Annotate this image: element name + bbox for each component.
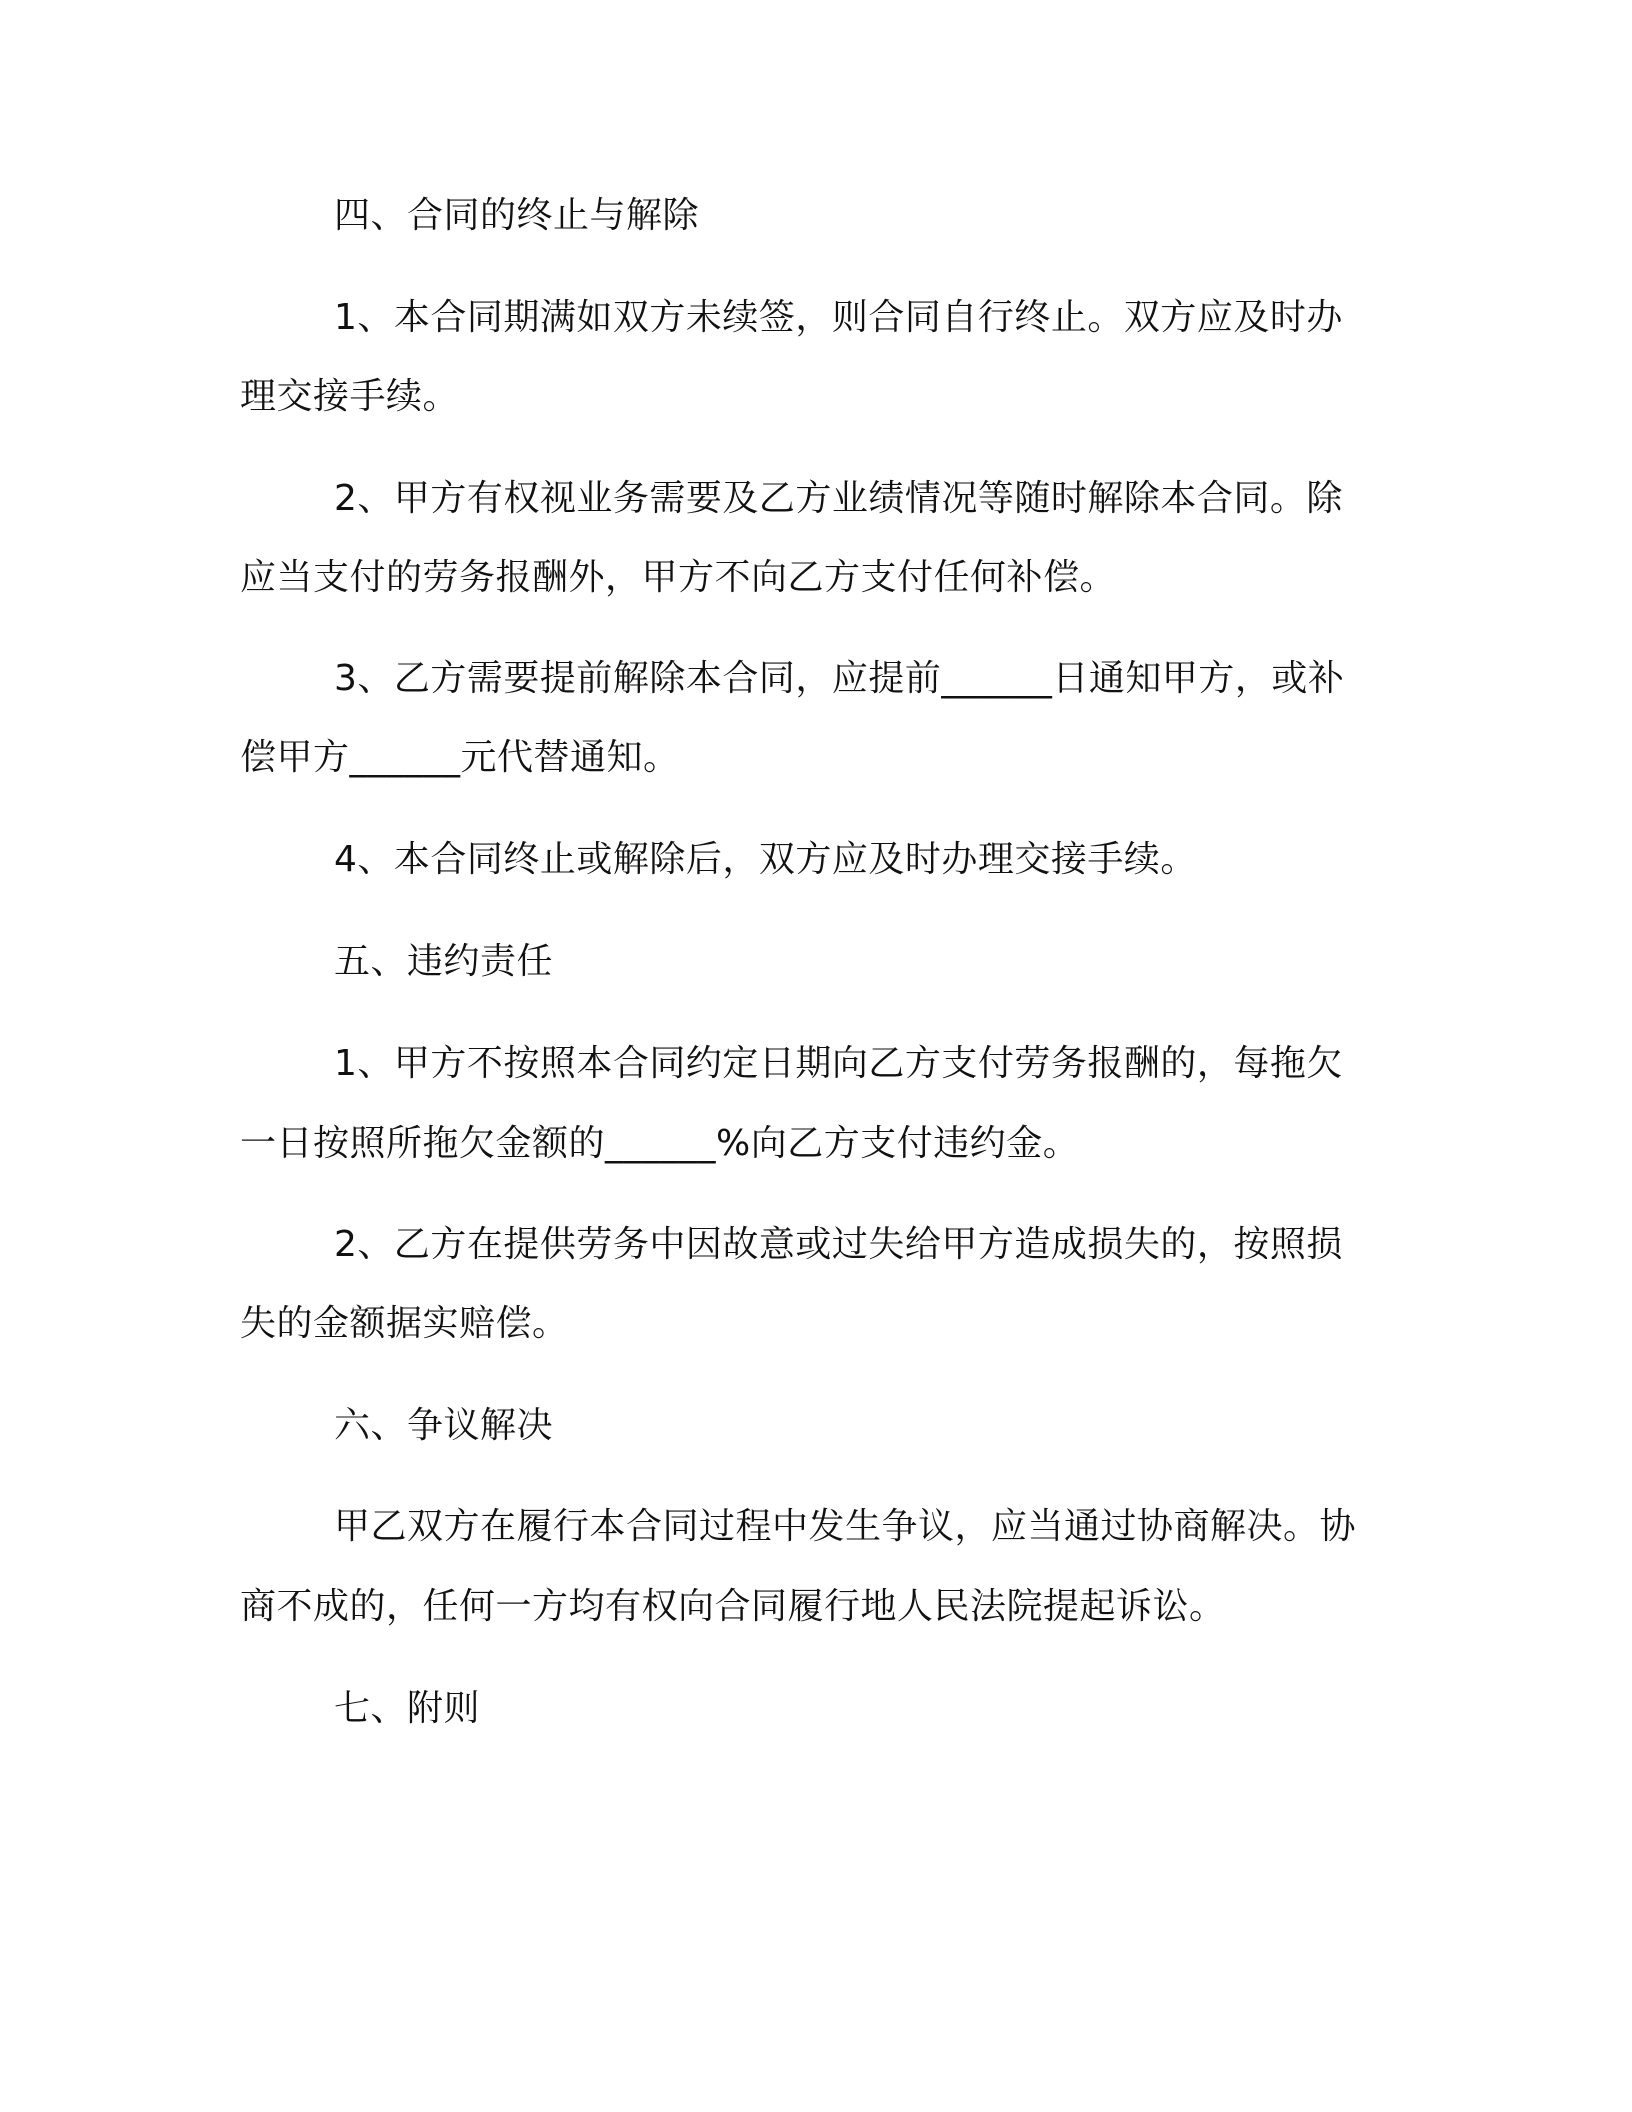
section-heading-supplementary: 七、附则 — [334, 1688, 481, 1729]
paragraph-line: 甲乙双方在履行本合同过程中发生争议，应当通过协商解决。协 — [334, 1506, 1357, 1547]
paragraph-line: 偿甲方______元代替通知。 — [240, 737, 680, 778]
section-heading-dispute: 六、争议解决 — [334, 1405, 554, 1446]
paragraph-line: 3、乙方需要提前解除本合同，应提前______日通知甲方，或补 — [334, 658, 1345, 699]
paragraph-line: 商不成的，任何一方均有权向合同履行地人民法院提起诉讼。 — [240, 1586, 1226, 1627]
paragraph-line: 一日按照所拖欠金额的______%向乙方支付违约金。 — [240, 1123, 1080, 1164]
paragraph-line: 1、甲方不按照本合同约定日期向乙方支付劳务报酬的，每拖欠 — [334, 1043, 1343, 1084]
paragraph-line: 4、本合同终止或解除后，双方应及时办理交接手续。 — [334, 839, 1197, 880]
paragraph-line: 2、乙方在提供劳务中因故意或过失给甲方造成损失的，按照损 — [334, 1224, 1343, 1265]
paragraph-line: 失的金额据实赔偿。 — [240, 1303, 569, 1344]
paragraph-line: 1、本合同期满如双方未续签，则合同自行终止。双方应及时办 — [334, 297, 1343, 338]
section-heading-liability: 五、违约责任 — [334, 941, 554, 982]
section-heading-termination: 四、合同的终止与解除 — [334, 195, 700, 236]
paragraph-line: 2、甲方有权视业务需要及乙方业绩情况等随时解除本合同。除 — [334, 478, 1343, 519]
paragraph-line: 应当支付的劳务报酬外，甲方不向乙方支付任何补偿。 — [240, 557, 1117, 598]
paragraph-line: 理交接手续。 — [240, 376, 460, 417]
